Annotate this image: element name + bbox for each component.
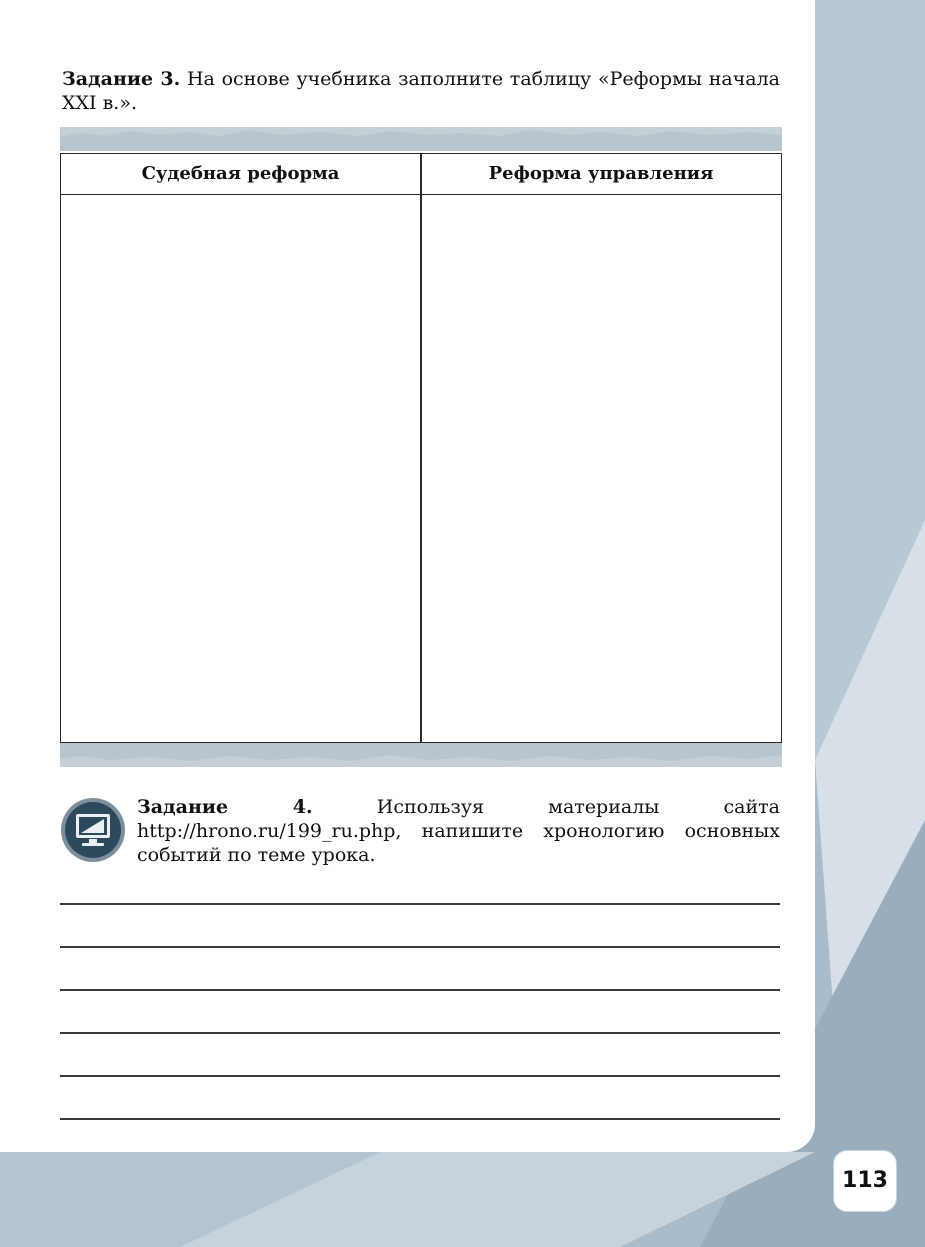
task-3-text <box>62 67 780 115</box>
answer-line[interactable] <box>60 903 780 905</box>
column-header-judicial-reform: Судебная реформа <box>141 163 340 184</box>
computer-monitor-icon <box>60 797 126 863</box>
task-4-label: Задание 4. <box>137 796 313 818</box>
task-3-label: Задание 3. <box>62 68 181 90</box>
answer-line[interactable] <box>60 946 780 948</box>
reforms-table <box>60 153 782 743</box>
answer-line[interactable] <box>60 1075 780 1077</box>
torn-paper-band-top <box>60 127 782 151</box>
table-cell-management-reform[interactable] <box>422 195 780 742</box>
torn-paper-band-bottom <box>60 743 782 767</box>
task-4-text <box>137 795 780 867</box>
column-header-management-reform: Реформа управления <box>488 163 714 184</box>
answer-line[interactable] <box>60 1032 780 1034</box>
answer-line[interactable] <box>60 989 780 991</box>
table-cell-judicial-reform[interactable] <box>61 195 420 742</box>
task-4-instruction: Используя материалы сайта http://hrono.ru/199_ru.php, напишите хронологию основных событий по теме урока. <box>137 796 780 866</box>
page-number: 113 <box>833 1150 897 1212</box>
task-3-instruction: На основе учебника заполните таблицу «Реформы начала XXI в.». <box>62 68 780 114</box>
answer-line[interactable] <box>60 1118 780 1120</box>
